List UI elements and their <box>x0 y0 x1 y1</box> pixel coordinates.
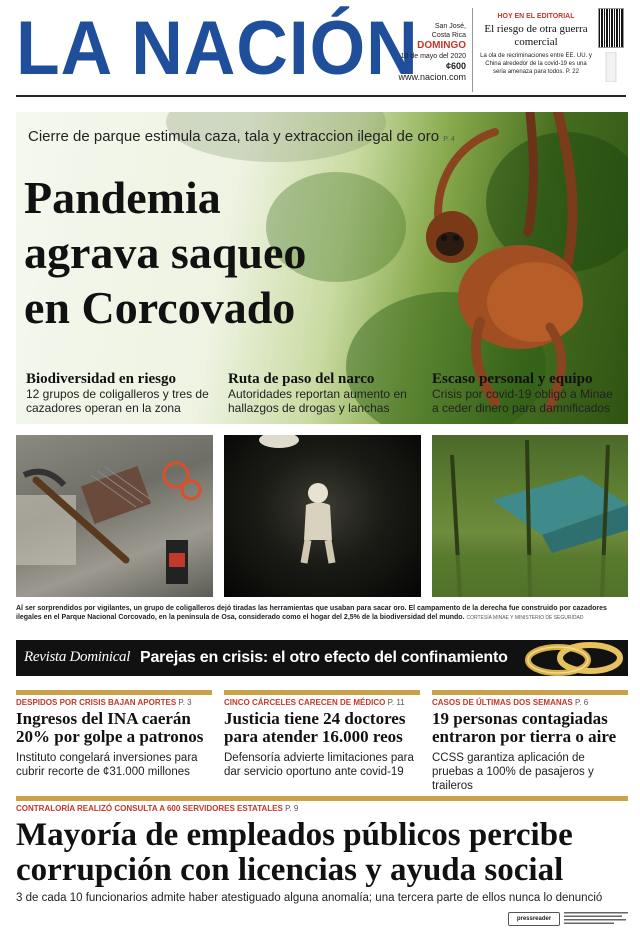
hero-kicker[interactable]: Cierre de parque estimula caza, tala y extraccion ilegal de oro P. 4 <box>28 128 455 145</box>
hero-headline-line: Pandemia <box>24 172 221 223</box>
page-ref: P. 3 <box>178 698 192 707</box>
story-body: CCSS garantiza aplicación de pruebas a 100% de pasajeros y traileros <box>432 752 594 792</box>
miner-icon <box>224 435 421 597</box>
pressreader-badge[interactable]: pressreader <box>508 912 560 926</box>
edition-day: DOMINGO <box>417 40 466 51</box>
footer-fine-print <box>564 911 628 926</box>
camp-photo[interactable] <box>432 435 628 597</box>
edition-info <box>380 22 466 72</box>
hero-subhead[interactable] <box>228 371 418 415</box>
edition-date: 10 de mayo del 2020 <box>400 53 466 60</box>
story-kicker: CINCO CÁRCELES CARECEN DE MÉDICO P. 11 <box>224 698 405 707</box>
editorial-teaser[interactable] <box>480 12 592 76</box>
page-ref: P. 4 <box>443 136 455 143</box>
newspaper-logo[interactable]: LA NACIÓN <box>16 6 419 91</box>
page-ref: P. 11 <box>387 698 405 707</box>
subhead-body: 12 grupos de coligalleros y tres de cazadores operan en la zona <box>26 387 209 415</box>
subhead-title: Ruta de paso del narco <box>228 371 375 387</box>
page-ref: P. 9 <box>285 804 299 813</box>
subhead-title: Biodiversidad en riesgo <box>26 371 177 387</box>
hero-headline[interactable] <box>24 170 424 335</box>
story-ina[interactable] <box>16 690 212 779</box>
magazine-name: Revista Dominical <box>24 649 131 665</box>
barcode-info <box>596 52 626 84</box>
website-link[interactable]: www.nacion.com <box>398 72 466 82</box>
wedding-rings-icon <box>516 640 628 676</box>
tools-photo[interactable] <box>16 435 213 597</box>
mine-tunnel-photo[interactable] <box>224 435 421 597</box>
story-kicker: CASOS DE ÚLTIMAS DOS SEMANAS P. 6 <box>432 698 589 707</box>
story-contagios[interactable] <box>432 690 628 793</box>
story-headline[interactable]: Ingresos del INA caerán 20% por golpe a patronos <box>16 709 204 746</box>
photo-caption: Al ser sorprendidos por vigilantes, un grupo de coligalleros dejó tiradas las herramientas que usaban para sacar oro. El campamento de la derecha fue construido por cazadores ilegales en el Parque Nacional Corcovado, en la península de Osa, considerado como el hogar del 2,5% de la biodiversidad del mundo. CORTESÍA MINAE Y MINISTERIO DE SEGURIDAD <box>16 605 607 621</box>
story-body: Instituto congelará inversiones para cubrir recorte de ¢31.000 millones <box>16 752 198 778</box>
edition-price: ¢600 <box>445 61 466 71</box>
editorial-kicker: HOY EN EL EDITORIAL <box>497 13 575 20</box>
story-headline[interactable]: Justicia tiene 24 doctores para atender 16.000 reos <box>224 709 406 746</box>
spider-monkey-icon <box>400 112 628 412</box>
hero-headline-line: en Corcovado <box>24 282 296 333</box>
subhead-body: Crisis por covid-19 obligó a Minae a ceder dinero para damnificados <box>432 387 613 415</box>
masthead-divider <box>472 8 473 92</box>
hero-subhead[interactable] <box>432 371 622 415</box>
story-justicia[interactable] <box>224 690 420 779</box>
section-rule <box>16 690 212 695</box>
section-rule <box>432 690 628 695</box>
section-rule <box>16 796 628 801</box>
story-kicker: DESPIDOS POR CRISIS BAJAN APORTES P. 3 <box>16 698 192 707</box>
bottom-story-body: 3 de cada 10 funcionarios admite haber atestiguado alguna anomalía; una tercera parte de ellos nunca lo denunció <box>16 892 603 904</box>
edition-city: San José, <box>434 23 466 30</box>
bottom-story-headline[interactable]: Mayoría de empleados públicos percibe corrupción con licencias y ayuda social <box>16 817 573 888</box>
editorial-body: La ola de recriminaciones entre EE. UU. y China alrededor de la covid-19 es una seria amenaza para todos. P. 22 <box>480 53 592 75</box>
bottom-story-kicker: CONTRALORÍA REALIZÓ CONSULTA A 600 SERVIDORES ESTATALES P. 9 <box>16 804 299 813</box>
masthead-rule <box>16 95 626 97</box>
tarp-icon <box>432 435 628 597</box>
barcode-icon <box>598 8 624 48</box>
editorial-headline[interactable]: El riesgo de otra guerra comercial <box>484 23 588 48</box>
section-rule <box>224 690 420 695</box>
edition-country: Costa Rica <box>431 32 466 39</box>
magazine-headline: Parejas en crisis: el otro efecto del confinamiento <box>140 649 508 666</box>
photo-credit: CORTESÍA MINAE Y MINISTERIO DE SEGURIDAD <box>466 615 584 621</box>
hero-subhead[interactable] <box>26 371 216 415</box>
subhead-body: Autoridades reportan aumento en hallazgos de drogas y lanchas <box>228 387 407 415</box>
page-ref: P. 6 <box>574 698 589 707</box>
hero-headline-line: agrava saqueo <box>24 227 307 278</box>
magazine-promo[interactable] <box>16 640 628 676</box>
pickaxe-icon <box>16 435 213 597</box>
story-body: Defensoría advierte limitaciones para dar servicio oportuno ante covid-19 <box>224 752 414 778</box>
story-headline[interactable]: 19 personas contagiadas entraron por tierra o aire <box>432 709 617 746</box>
subhead-title: Escaso personal y equipo <box>432 371 593 387</box>
